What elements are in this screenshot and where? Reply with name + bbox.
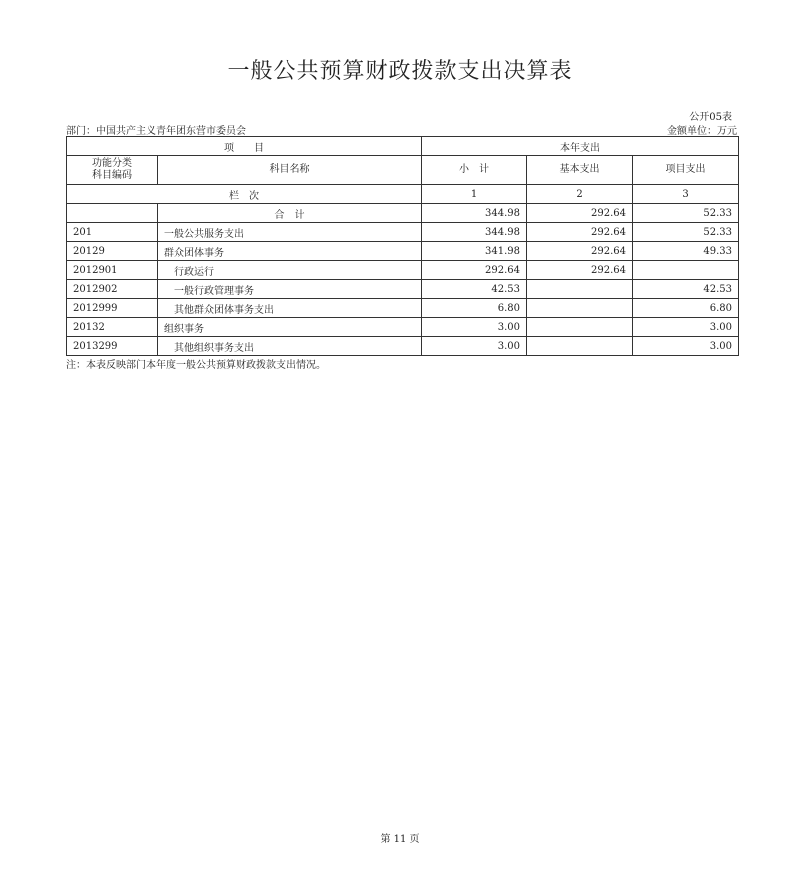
table-row (67, 223, 739, 242)
header-item: 项 目 (67, 137, 422, 156)
header-project: 项目支出 (633, 156, 739, 185)
row-subtotal: 292.64 (422, 261, 527, 280)
header-column-label: 栏 次 (67, 185, 422, 204)
table-row (67, 242, 739, 261)
row-code: 2012999 (67, 299, 158, 318)
row-subtotal: 341.98 (422, 242, 527, 261)
row-basic (527, 299, 633, 318)
row-basic: 292.64 (527, 261, 633, 280)
row-name: 其他群众团体事务支出 (158, 299, 422, 318)
header-col2: 2 (527, 185, 633, 204)
row-project: 49.33 (633, 242, 739, 261)
row-basic (527, 337, 633, 356)
row-basic (527, 318, 633, 337)
expenditure-table (66, 136, 739, 356)
unit-label: 金额单位：万元 (667, 126, 737, 137)
page-title: 一般公共预算财政拨款支出决算表 (227, 59, 573, 84)
table-row (67, 318, 739, 337)
row-project: 42.53 (633, 280, 739, 299)
table-row (67, 204, 739, 223)
row-subtotal: 6.80 (422, 299, 527, 318)
row-code (67, 204, 158, 223)
header-col3: 3 (633, 185, 739, 204)
header-basic: 基本支出 (527, 156, 633, 185)
header-row-3 (67, 185, 739, 204)
department-label: 部门：中国共产主义青年团东营市委员会 (66, 126, 246, 137)
row-project: 3.00 (633, 337, 739, 356)
header-current-year: 本年支出 (422, 137, 739, 156)
row-project: 52.33 (633, 223, 739, 242)
row-project: 3.00 (633, 318, 739, 337)
header-name: 科目名称 (158, 156, 422, 185)
row-basic: 292.64 (527, 223, 633, 242)
header-code: 功能分类 科目编码 (67, 156, 158, 185)
row-code: 20132 (67, 318, 158, 337)
row-name: 一般行政管理事务 (158, 280, 422, 299)
row-name: 合 计 (158, 204, 422, 223)
row-name: 其他组织事务支出 (158, 337, 422, 356)
row-name: 群众团体事务 (158, 242, 422, 261)
row-code: 2013299 (67, 337, 158, 356)
row-code: 2012902 (67, 280, 158, 299)
row-name: 一般公共服务支出 (158, 223, 422, 242)
row-code: 201 (67, 223, 158, 242)
row-subtotal: 3.00 (422, 337, 527, 356)
header-row-2 (67, 156, 739, 185)
header-row-1 (67, 137, 739, 156)
table-row (67, 261, 739, 280)
row-basic (527, 280, 633, 299)
row-subtotal: 344.98 (422, 223, 527, 242)
row-subtotal: 344.98 (422, 204, 527, 223)
table-row (67, 337, 739, 356)
row-project: 6.80 (633, 299, 739, 318)
table-row (67, 299, 739, 318)
header-subtotal: 小 计 (422, 156, 527, 185)
row-name: 组织事务 (158, 318, 422, 337)
row-basic: 292.64 (527, 204, 633, 223)
table-row (67, 280, 739, 299)
header-col1: 1 (422, 185, 527, 204)
row-code: 2012901 (67, 261, 158, 280)
row-subtotal: 3.00 (422, 318, 527, 337)
table-note: 注：本表反映部门本年度一般公共预算财政拨款支出情况。 (66, 360, 326, 371)
row-name: 行政运行 (158, 261, 422, 280)
row-code: 20129 (67, 242, 158, 261)
row-project: 52.33 (633, 204, 739, 223)
page-number: 第 11 页 (380, 834, 420, 845)
row-project (633, 261, 739, 280)
row-basic: 292.64 (527, 242, 633, 261)
form-number: 公开05表 (689, 112, 732, 123)
row-subtotal: 42.53 (422, 280, 527, 299)
